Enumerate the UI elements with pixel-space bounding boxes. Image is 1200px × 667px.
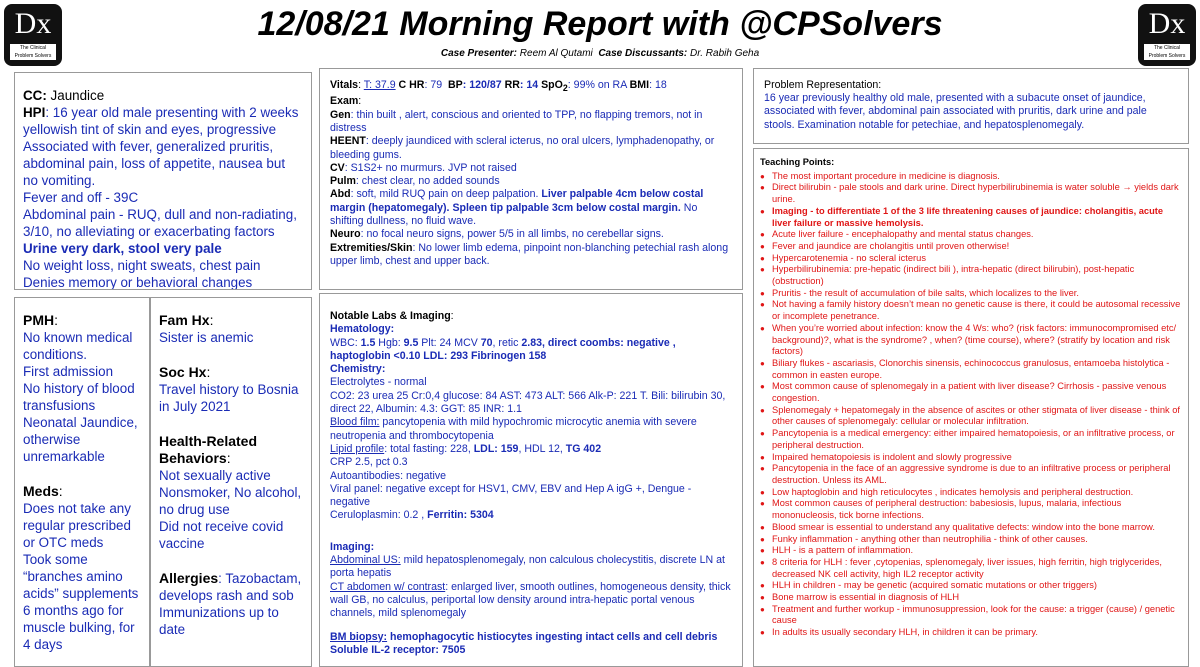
hpi-abdominal-pain: Abdominal pain - RUQ, dull and non-radiating, 3/10, no alleviating or exacerbating factors: [23, 207, 297, 239]
hpi-negatives: No weight loss, night sweats, chest pain: [23, 258, 261, 273]
problem-heading: Problem Representation:: [764, 79, 882, 91]
teaching-point: ● Low haptoglobin and high reticulocytes , indicates hemolysis and peripheral destruction.: [760, 487, 1182, 499]
teaching-point: ● Fever and jaundice are cholangitis until proven otherwise!: [760, 241, 1182, 253]
chemistry-values: CO2: 23 urea 25 Cr:0,4 glucose: 84 AST: 473 ALT: 566 Alk-P: 221 T. Bili: bilirubin 30, direct 22, Albumin: 4.3: GGT: 85 INR: 1.1: [330, 389, 726, 416]
health-behavior-item: Nonsmoker, No alcohol, no drug use: [159, 485, 302, 517]
soc-hx-text: Travel history to Bosnia in July 2021: [159, 382, 299, 414]
past-medical-history-panel: [14, 297, 150, 667]
teaching-points-list: [760, 171, 1182, 639]
meds-text: Does not take any regular prescribed or OTC meds: [23, 501, 131, 550]
cc-line: CC: Jaundice: [23, 88, 105, 103]
labs-heading: Notable Labs & Imaging:: [330, 310, 454, 322]
hematology-heading: Hematology:: [330, 323, 395, 336]
teaching-point: ● Not having a family history doesn’t mean no genetic cause is there, it could be autosomal recessive or incomplete penetrance.: [760, 299, 1182, 322]
health-behavior-item: Not sexually active: [159, 468, 271, 483]
teaching-point: ● HLH - is a pattern of inflammation.: [760, 545, 1182, 557]
fam-hx-heading: Fam Hx:: [159, 312, 214, 328]
pmh-item: No known medical conditions.: [23, 330, 133, 362]
teaching-point: ● When you’re worried about infection: know the 4 Ws: who? (risk factors: immunocompromised etc/ background)?, what is the syndrome? , when? (time course), where? (stratify by location and risk factors): [760, 323, 1182, 358]
hpi-urine-stool: Urine very dark, stool very pale: [23, 241, 222, 256]
teaching-point: ● Imaging - to differentiate 1 of the 3 life threatening causes of jaundice: cholangitis, acute liver failure or massive hemolysis.: [760, 206, 1182, 229]
pmh-heading: PMH:: [23, 312, 59, 328]
teaching-point: ● Pancytopenia is a medical emergency: either impaired hematopoiesis, or an infiltrative process, or peripheral destruction.: [760, 428, 1182, 451]
exam-heading: Exam:: [330, 95, 362, 108]
teaching-point: ● Pancytopenia in the face of an aggressive syndrome is due to an infiltrative process or peripheral destruction. Unless its AML.: [760, 463, 1182, 486]
immunizations-line: Immunizations up to date: [159, 605, 279, 637]
teaching-point: ● Splenomegaly + hepatomegaly in the absence of ascites or other stigmata of liver disease - think of other causes of splenomegaly: cellular or molecular infiltration.: [760, 405, 1182, 428]
teaching-point: ● Most common causes of peripheral destruction: babesiosis, lupus, malaria, infectious mononucleosis, tick borne infections.: [760, 498, 1182, 521]
teaching-point: ● Impaired hematopoiesis is indolent and slowly progressive: [760, 452, 1182, 464]
meds-heading: Meds:: [23, 483, 63, 499]
fam-hx-text: Sister is anemic: [159, 330, 254, 345]
teaching-point: ● Biliary flukes - ascariasis, Clonorchis sinensis, echinococcus granulosus, entamoeba histolytica - common in easten europe.: [760, 358, 1182, 381]
teaching-point: ● 8 criteria for HLH : fever ,cytopenias, splenomegaly, liver issues, high ferritin, high triglycerides, decreased NK cell activity, high IL2 receptor activity: [760, 557, 1182, 580]
teaching-point: ● In adults its usually secondary HLH, in children it can be primary.: [760, 627, 1182, 639]
teaching-point: ● HLH in children - may be genetic (acquired somatic mutations or other triggers): [760, 580, 1182, 592]
exam-extremities: Extremities/Skin: No lower limb edema, pinpoint non-blanching petechial rash along upper limb, chest and upper back.: [330, 241, 729, 267]
teaching-point: ● Hyperbilirubinemia: pre-hepatic (indirect bili ), intra-hepatic (direct bilirubin), post-hepatic (obstruction): [760, 264, 1182, 287]
autoantibodies: Autoantibodies: negative: [330, 469, 447, 482]
soc-hx-heading: Soc Hx:: [159, 364, 211, 380]
teaching-point: ● Blood smear is essential to understand any qualitative defects: window into the bone marrow.: [760, 522, 1182, 534]
abdominal-us: Abdominal US: mild hepatosplenomegaly, non calculous cholecystitis, discrete LN at porta hepatis: [330, 554, 725, 580]
case-credits: Case Presenter: Reem Al Qutami Case Discussants: Dr. Rabih Geha: [440, 48, 760, 59]
pmh-item: No history of blood transfusions: [23, 381, 135, 413]
bm-biopsy: BM biopsy: hemophagocytic histiocytes ingesting intact cells and cell debris: [330, 630, 718, 643]
soluble-il2: Soluble IL-2 receptor: 7505: [330, 643, 466, 656]
vitals-exam-panel: [319, 68, 743, 290]
meds-supplements: Took some “branches amino acids” supplements 6 months ago for muscle bulking, for 4 days: [23, 552, 139, 652]
teaching-point: ● Pruritis - the result of accumulation of bile salts, which localizes to the liver.: [760, 288, 1182, 300]
lipid-profile: Lipid profile: total fasting: 228, LDL: 159, HDL 12, TG 402: [330, 442, 602, 455]
exam-heent: HEENT: deeply jaundiced with scleral icterus, no oral ulcers, lymphadenopathy, or bleeding gums.: [330, 135, 715, 161]
crp-pct: CRP 2.5, pct 0.3: [330, 456, 408, 469]
imaging-heading: Imaging:: [330, 540, 375, 553]
chief-complaint-panel: [14, 72, 312, 290]
teaching-point: ● The most important procedure in medicine is diagnosis.: [760, 171, 1182, 183]
family-social-history-panel: [150, 297, 312, 667]
pmh-item: Neonatal Jaundice, otherwise unremarkable: [23, 415, 138, 464]
chemistry-heading: Chemistry:: [330, 363, 386, 376]
exam-pulm: Pulm: chest clear, no added sounds: [330, 175, 500, 188]
exam-gen: Gen: thin built , alert, conscious and oriented to TPP, no flapping tremors, not in distress: [330, 108, 703, 134]
teaching-point: ● Funky inflammation - anything other than neutrophilia - think of other causes.: [760, 534, 1182, 546]
health-behaviors-heading: Health-Related Behaviors:: [159, 433, 258, 466]
teaching-point: ● Acute liver failure - encephalopathy and mental status changes.: [760, 229, 1182, 241]
problem-representation-panel: [753, 68, 1189, 144]
teaching-points-panel: [753, 148, 1189, 667]
health-behavior-item: Did not receive covid vaccine: [159, 519, 284, 551]
electrolytes: Electrolytes - normal: [330, 376, 427, 389]
teaching-point: ● Bone marrow is essential in diagnosis of HLH: [760, 592, 1182, 604]
vitals-line: Vitals: T: 37.9 C HR: 79 BP: 120/87 RR: 14 SpO$_2$: 99% on RA BMI: 18: [330, 79, 667, 94]
labs-imaging-panel: [319, 293, 743, 667]
hematology-values: WBC: 1.5 Hgb: 9.5 Plt: 24 MCV 70, retic 2.83, direct coombs: negative , haptoglobin <0.10 LDL: 293 Fibrinogen 158: [330, 336, 676, 362]
teaching-point: ● Hypercarotenemia - no scleral icterus: [760, 253, 1182, 265]
hpi-fever: Fever and off - 39C: [23, 190, 139, 205]
clinical-problem-solvers-logo: Dx The Clinical Problem Solvers: [4, 4, 62, 66]
exam-abd: Abd: soft, mild RUQ pain on deep palpation. Liver palpable 4cm below costal margin (hepatomegaly). Spleen tip palpable 3cm below costal margin. No shifting dullness, no fluid wave.: [330, 188, 704, 228]
ceruloplasmin: Ceruloplasmin: 0.2 , Ferritin: 5304: [330, 509, 494, 522]
ct-abdomen: CT abdomen w/ contrast: enlarged liver, smooth outlines, homogeneous density, thick wall GB, no calculus, periportal low density around intra-hepatic portal venous channels, mild splenomegaly: [330, 580, 731, 620]
problem-text: 16 year previously healthy old male, presented with a subacute onset of jaundice, associated with fever, abdominal pain associated with pruritis, dark urine and pale stools. Examination notable for petechiae, and hepatosplenomegaly.: [764, 92, 1147, 131]
teaching-point: ● Most common cause of splenomegaly in a patient with liver disease? Cirrhosis - passive venous congestion.: [760, 381, 1182, 404]
page-title: 12/08/21 Morning Report with @CPSolvers: [257, 5, 943, 43]
clinical-problem-solvers-logo-right: Dx The Clinical Problem Solvers: [1138, 4, 1196, 66]
allergies-line: Allergies: Tazobactam, develops rash and sob: [159, 570, 302, 603]
blood-film: Blood film: pancytopenia with mild hypochromic microcytic anemia with severe neutropenia and thrombocytopenia: [330, 416, 697, 442]
teaching-heading: Teaching Points:: [760, 157, 835, 167]
teaching-point: ● Treatment and further workup - immunosuppression, look for the cause: a trigger (cause) / genetic cause: [760, 604, 1182, 627]
teaching-point: ● Direct bilirubin - pale stools and dark urine. Direct hyperbilirubinemia is water soluble → yields dark urine.: [760, 182, 1182, 205]
pmh-item: First admission: [23, 364, 114, 379]
hpi-memory: Denies memory or behavioral changes: [23, 275, 253, 290]
exam-neuro: Neuro: no focal neuro signs, power 5/5 in all limbs, no cerebellar signs.: [330, 228, 664, 241]
hpi-associated: Associated with fever, generalized pruritis, abdominal pain, loss of appetite, nausea but no vomiting.: [23, 139, 286, 188]
viral-panel: Viral panel: negative except for HSV1, CMV, EBV and Hep A igG +, Dengue - negative: [330, 482, 692, 509]
exam-cv: CV: S1S2+ no murmurs. JVP not raised: [330, 161, 517, 174]
hpi-line: HPI: 16 year old male presenting with 2 weeks yellowish tint of skin and eyes, progressive: [23, 105, 299, 137]
